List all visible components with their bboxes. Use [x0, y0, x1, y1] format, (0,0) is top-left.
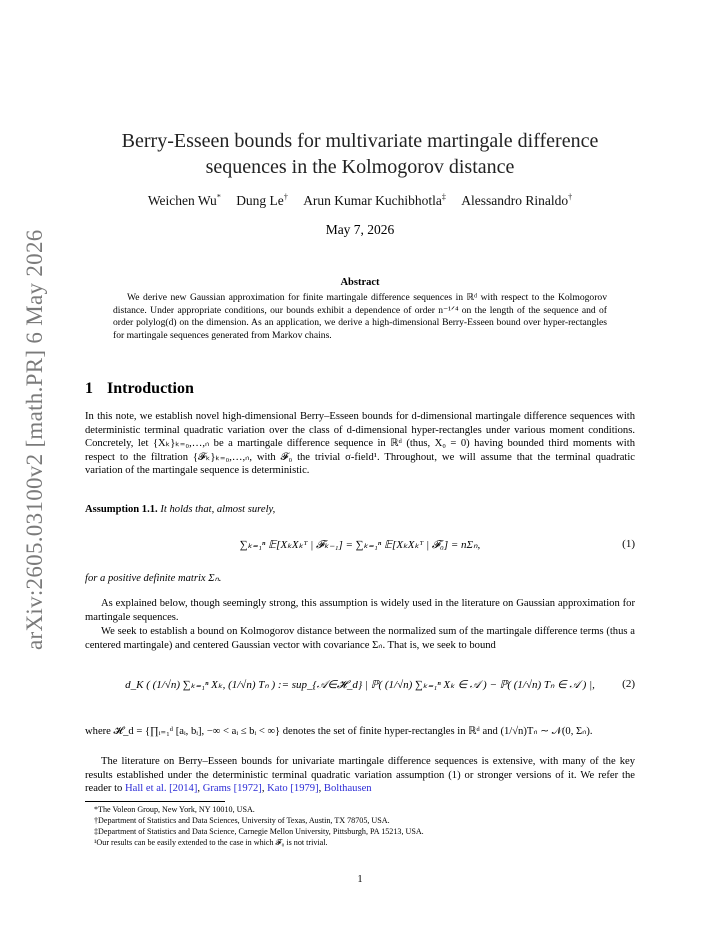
- author-list: [80, 192, 640, 209]
- paragraph: where 𝓗_d = {∏ᵢ₌₁ᵈ [aᵢ, bᵢ], −∞ < aᵢ ≤ bᵢ < ∞} denotes the set of finite hyper-rectangles in ℝᵈ and (1/√n)Tₙ ∼ 𝒩(0, Σₙ).: [85, 726, 593, 737]
- intro-paragraph: In this note, we establish novel high-dimensional Berry–Esseen bounds for d-dimensional martingale difference sequences with deterministic terminal quadratic variation over the class of d-dimensional hyper-rectangles under various moment conditions. Concretely, let {Xₖ}ₖ₌₀,…,ₙ be a martingale difference sequence in ℝᵈ (thus, X₀ = 0) having bounded third moments with respect to the filtration {𝓕ₖ}ₖ₌₀,…,ₙ, with 𝓕₀ the trivial σ-field¹. Throughout, we will assume that the terminal quadratic variation of the martingale sequence is deterministic.: [85, 411, 635, 476]
- paragraph: As explained below, though seemingly strong, this assumption is widely used in the literature on Gaussian approximation for martingale sequences.: [85, 598, 635, 623]
- citation-link[interactable]: Hall et al. [2014]: [125, 783, 198, 794]
- section-number: 1: [85, 380, 93, 397]
- equation-1: [85, 528, 635, 568]
- title-line-2: sequences in the Kolmogorov distance: [205, 156, 515, 178]
- author: Dung Le†: [236, 192, 288, 208]
- equation-1-number: (1): [622, 538, 635, 550]
- paper-title: [100, 128, 620, 180]
- equation-2: [85, 668, 635, 708]
- abstract-heading: Abstract: [340, 277, 380, 288]
- citation-link[interactable]: Bolthausen: [323, 783, 372, 794]
- assumption-label: Assumption 1.1.: [85, 504, 158, 515]
- assumption-text: It holds that, almost surely,: [160, 504, 276, 515]
- section-heading: [85, 380, 194, 398]
- footnote: ‡Department of Statistics and Data Science, Carnegie Mellon University, Pittsburgh, PA 15213, USA.: [94, 827, 424, 836]
- footnote: *The Voleon Group, New York, NY 10010, USA.: [94, 805, 255, 814]
- footnote: †Department of Statistics and Data Sciences, University of Texas, Austin, TX 78705, USA.: [94, 816, 390, 825]
- paper-date: May 7, 2026: [325, 222, 395, 237]
- footnote: ¹Our results can be easily extended to the case in which 𝓕₀ is not trivial.: [94, 838, 328, 847]
- footnote-rule: [85, 801, 225, 802]
- author: Weichen Wu*: [147, 192, 221, 208]
- assumption-continuation: for a positive definite matrix Σₙ.: [85, 573, 222, 584]
- author: Alessandro Rinaldo†: [461, 192, 573, 208]
- footnotes: [94, 804, 634, 848]
- abstract-text: We derive new Gaussian approximation for finite martingale difference sequences in ℝᵈ with respect to the Kolmogorov distance. Under appropriate conditions, our bounds exhibit a dependence of order n⁻¹ᐟ⁴ on the length of the sequence and of order polylog(d) on the dimension. As an application, we derive a high-dimensional Berry-Esseen bound over hyper-rectangles for martingale sequences generated from Markov chains.: [113, 292, 607, 341]
- author: Arun Kumar Kuchibhotla‡: [303, 192, 446, 208]
- citation-link[interactable]: Grams [1972]: [202, 783, 262, 794]
- section-title: Introduction: [107, 380, 194, 397]
- equation-2-number: (2): [622, 678, 635, 690]
- paragraph: We seek to establish a bound on Kolmogorov distance between the normalized sum of the martingale difference terms (thus a centered martingale) and centered Gaussian vector with covariance Σₙ. That is, we seek to bound: [85, 626, 635, 651]
- assumption: [85, 503, 635, 517]
- citation-link[interactable]: Kato [1979]: [267, 783, 319, 794]
- arxiv-stamp: arXiv:2605.03100v2 [math.PR] 6 May 2026: [22, 229, 47, 650]
- literature-text: The literature on Berry–Esseen bounds for univariate martingale difference sequences is extensive, with many of the key results established under the deterministic terminal quadratic variation assumption (1) or stronger versions of it. We refer the reader to: [85, 756, 635, 794]
- title-line-1: Berry-Esseen bounds for multivariate martingale difference: [121, 130, 599, 152]
- equation-2-body: d_K ( (1/√n) ∑ₖ₌₁ⁿ Xₖ, (1/√n) Tₙ ) := sup_{𝒜∈𝓗_d} | ℙ( (1/√n) ∑ₖ₌₁ⁿ Xₖ ∈ 𝒜 ) − ℙ( (1/√n) Tₙ ∈ 𝒜 ) |,: [125, 679, 595, 691]
- page-number: 1: [357, 874, 363, 885]
- equation-1-body: ∑ₖ₌₁ⁿ 𝔼[XₖXₖᵀ | 𝓕ₖ₋₁] = ∑ₖ₌₁ⁿ 𝔼[XₖXₖᵀ | 𝓕₀] = nΣₙ,: [239, 539, 481, 551]
- literature-paragraph: The literature on Berry–Esseen bounds for univariate martingale difference sequences is extensive, with many of the key results established under the deterministic terminal quadratic variation assumption (1) or stronger versions of it. We refer the reader to Hall et al. [2014], Grams [1972], Kato [1979], Bolthausen: [85, 756, 635, 794]
